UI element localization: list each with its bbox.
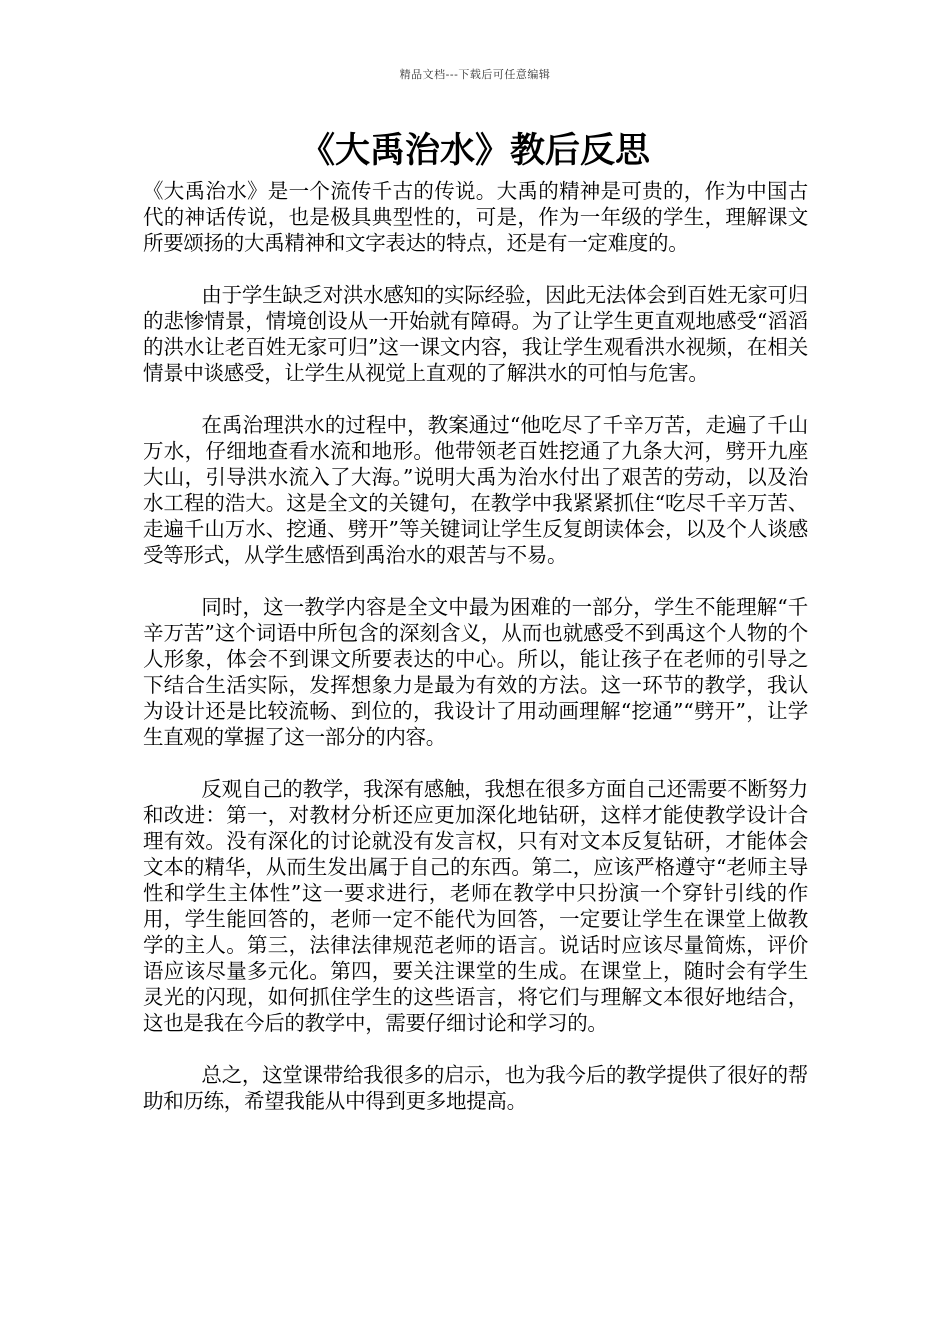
page-header-note: 精品文档---下载后可任意编辑 (399, 68, 551, 81)
paragraph-difficulty: 同时，这一教学内容是全文中最为困难的一部分，学生不能理解“千辛万苦”这个词语中所包含的深刻含义，从而也就感受不到禹这个人物的个人形象，体会不到课文所要表达的中心。所以，能让孩子在老师的引导之下结合生活实际，发挥想象力是最为有效的方法。这一环节的教学，我认为设计还是比较流畅、到位的，我设计了用动画理解“挖通”“劈开”，让学生直观的掌握了这一部分的内容。 (143, 595, 808, 749)
paragraph-key-sentence: 在禹治理洪水的过程中，教案通过“他吃尽了千辛万苦，走遍了千山万水，仔细地查看水流和地形。他带领老百姓挖通了九条大河，劈开九座大山，引导洪水流入了大海。”说明大禹为治水付出了艰苦的劳动，以及治水工程的浩大。这是全文的关键句，在教学中我紧紧抓住“吃尽千辛万苦、走遍千山万水、挖通、劈开”等关键词让学生反复朗读体会，以及个人谈感受等形式，从学生感悟到禹治水的艰苦与不易。 (143, 413, 808, 567)
document-body (143, 178, 808, 1140)
document-title: 《大禹治水》教后反思 (299, 130, 650, 171)
paragraph-intro: 《大禹治水》是一个流传千古的传说。大禹的精神是可贵的，作为中国古代的神话传说，也是极具典型性的，可是，作为一年级的学生，理解课文所要颂扬的大禹精神和文字表达的特点，还是有一定难度的。 (143, 179, 808, 255)
paragraph-flood-experience: 由于学生缺乏对洪水感知的实际经验，因此无法体会到百姓无家可归的悲惨情景，情境创设从一开始就有障碍。为了让学生更直观地感受“滔滔的洪水让老百姓无家可归”这一课文内容，我让学生观看洪水视频，在相关情景中谈感受，让学生从视觉上直观的了解洪水的可怕与危害。 (143, 283, 808, 385)
paragraph-conclusion: 总之，这堂课带给我很多的启示，也为我今后的教学提供了很好的帮助和历练，希望我能从中得到更多地提高。 (143, 1063, 808, 1113)
paragraph-reflection: 反观自己的教学，我深有感触，我想在很多方面自己还需要不断努力和改进：第一，对教材分析还应更加深化地钻研，这样才能使教学设计合理有效。没有深化的讨论就没有发言权，只有对文本反复钻研，才能体会文本的精华，从而生发出属于自己的东西。第二，应该严格遵守“老师主导性和学生主体性”这一要求进行，老师在教学中只扮演一个穿针引线的作用，学生能回答的，老师一定不能代为回答，一定要让学生在课堂上做教学的主人。第三，法律法律规范老师的语言。说话时应该尽量简炼，评价语应该尽量多元化。第四，要关注课堂的生成。在课堂上，随时会有学生灵光的闪现，如何抓住学生的这些语言，将它们与理解文本很好地结合，这也是我在今后的教学中，需要仔细讨论和学习的。 (143, 777, 808, 1035)
